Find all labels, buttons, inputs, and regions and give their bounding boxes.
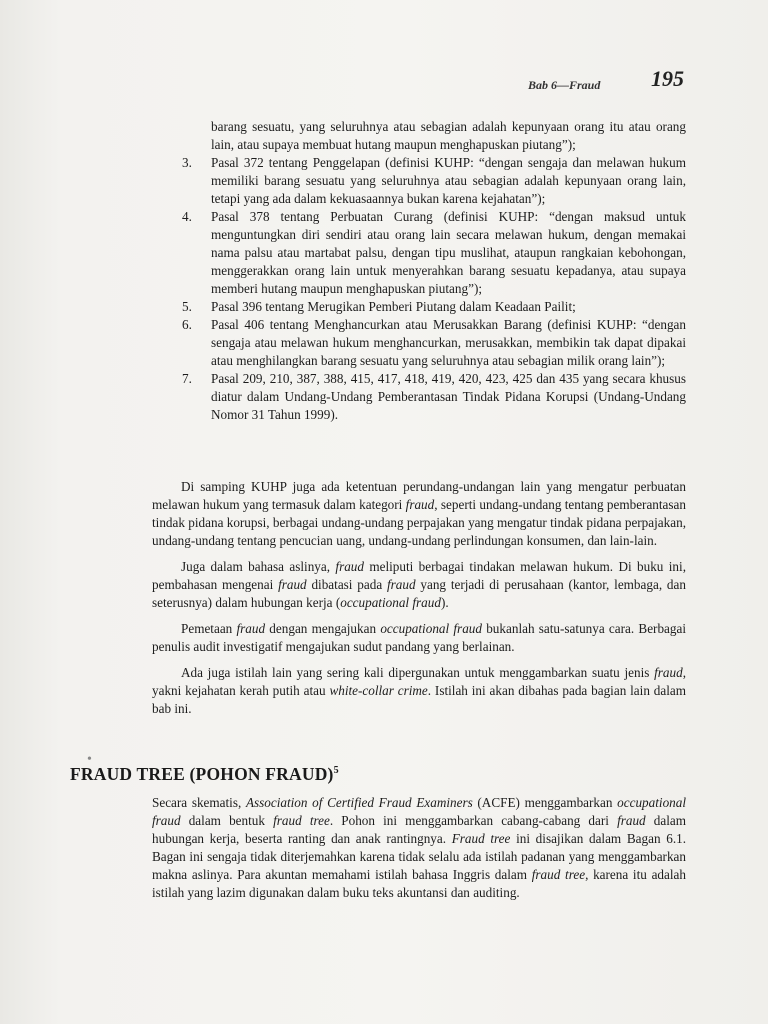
list-item (168, 316, 686, 370)
list-item-text: Pasal 406 tentang Menghancurkan atau Merusakkan Barang (definisi KUHP: “dengan sengaja atau melawan hukum menghancurkan, merusakkan, membikin tak dapat dipakai atau menghilangkan barang sesuatu yang seluruhnya atau sebagian milik orang lain”); (211, 317, 686, 368)
paragraph-mapping: Pemetaan fraud dengan mengajukan occupational fraud bukanlah satu-satunya cara. Berbagai penulis audit investigatif mengajukan sudut pandang yang berlainan. (152, 621, 687, 654)
list-continuation: barang sesuatu, yang seluruhnya atau sebagian adalah kepunyaan orang itu atau orang lain, atau supaya membuat hutang maupun menghapuskan piutang”); (211, 119, 686, 152)
page-number: 195 (651, 66, 684, 91)
paragraph-regulations: Di samping KUHP juga ada ketentuan perundang-undangan lain yang mengatur perbuatan melawan hukum yang termasuk dalam kategori fraud, seperti undang-undang tentang pemberantasan tindak pidana korupsi, berbagai undang-undang perpajakan yang mengatur tindak pidana perpajakan, undang-undang tentang pencucian uang, undang-undang perlindungan konsumen, dan lain-lain. (152, 479, 686, 548)
paragraph-fraud-tree: Secara skematis, Association of Certified Fraud Examiners (ACFE) menggambarkan occupational fraud dalam bentuk fraud tree. Pohon ini menggambarkan cabang-cabang dari fraud dalam hubungan kerja, beserta ranting dan anak rantingnya. Fraud tree ini disajikan dalam Bagan 6.1. Bagan ini sengaja tidak diterjemahkan karena tidak selalu ada istilah padanan yang menggambarkan makna aslinya. Para akuntan memahami istilah bahasa Inggris dalam fraud tree, karena itu adalah istilah yang lazim digunakan dalam buku teks akuntansi dan auditing. (152, 795, 687, 900)
list-item (168, 370, 686, 424)
kuhp-article-list (168, 118, 686, 424)
list-item-text: Pasal 209, 210, 387, 388, 415, 417, 418, 419, 420, 423, 425 dan 435 yang secara khusus diatur dalam Undang-Undang Pemberantasan Tindak Pidana Korupsi (Undang-Undang Nomor 31 Tahun 1999). (211, 371, 686, 422)
running-head: Bab 6—Fraud (528, 78, 601, 92)
list-item-text: Pasal 378 tentang Perbuatan Curang (definisi KUHP: “dengan maksud untuk menguntungkan diri sendiri atau orang lain secara melawan hukum, dengan memakai nama palsu atau martabat palsu, dengan tipu muslihat, ataupun rangkaian kebohongan, menggerakkan orang lain untuk menyerahkan barang sesuatu kepadanya, atau supaya memberi hutang maupun menghapuskan piutang”); (211, 209, 686, 296)
paragraph-white-collar: Ada juga istilah lain yang sering kali dipergunakan untuk menggambarkan suatu jenis fraud, yakni kejahatan kerah putih atau white-collar crime. Istilah ini akan dibahas pada bagian lain dalam bab ini. (152, 665, 686, 716)
list-item-number: 6. (182, 317, 192, 332)
list-item-number: 4. (182, 209, 192, 224)
list-item (168, 298, 686, 316)
list-item-number: 3. (182, 155, 192, 170)
section-heading: FRAUD TREE (POHON FRAUD)$^5$ (70, 764, 339, 784)
stray-dot: • (87, 752, 92, 767)
list-item (168, 154, 686, 208)
footnote-ref: 5 (333, 765, 339, 777)
list-item-text: Pasal 396 tentang Merugikan Pemberi Piutang dalam Keadaan Pailit; (211, 299, 576, 314)
paragraph-scope: Juga dalam bahasa aslinya, fraud meliputi berbagai tindakan melawan hukum. Di buku ini, pembahasan mengenai fraud dibatasi pada fraud yang terjadi di perusahaan (kantor, lembaga, dan seterusnya) dalam hubungan kerja (occupational fraud). (152, 559, 686, 610)
list-item-number: 7. (182, 371, 192, 386)
page-header (500, 66, 690, 96)
list-item (168, 208, 686, 298)
list-item-number: 5. (182, 299, 192, 314)
body-paragraphs (152, 478, 686, 726)
list-item-text: Pasal 372 tentang Penggelapan (definisi KUHP: “dengan sengaja dan melawan hukum memiliki barang sesuatu yang seluruhnya atau sebagian adalah kepunyaan orang lain, tetapi yang ada dalam kekuasaannya bukan karena kejahatan”); (211, 155, 686, 206)
